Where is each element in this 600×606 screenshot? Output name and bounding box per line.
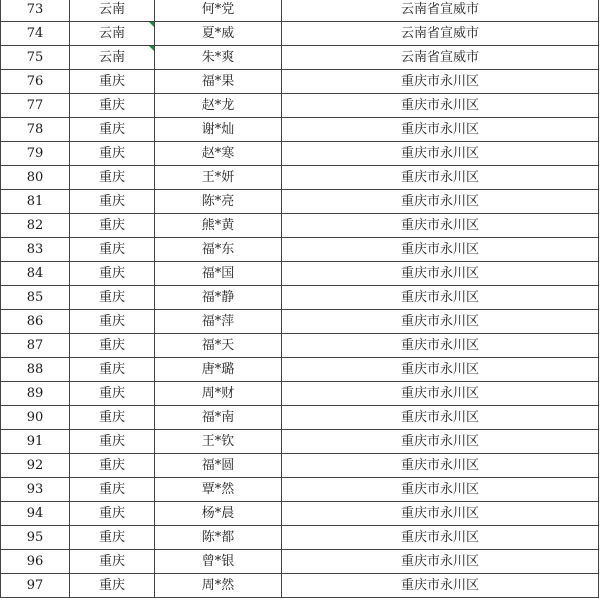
address-cell-text: 重庆市永川区: [400, 146, 479, 161]
province-cell-text: 重庆: [98, 98, 125, 113]
address-cell-text: 重庆市永川区: [400, 218, 479, 233]
table-row: [1, 70, 599, 94]
row-number-cell-text: 77: [26, 98, 44, 113]
table-row: [1, 142, 599, 166]
address-cell[interactable]: [282, 238, 599, 262]
row-number-cell-text: 91: [26, 434, 44, 449]
province-cell[interactable]: [70, 118, 155, 142]
row-number-cell[interactable]: [1, 22, 70, 46]
address-cell-text: 重庆市永川区: [400, 530, 479, 545]
row-number-cell[interactable]: [1, 310, 70, 334]
address-cell[interactable]: [282, 22, 599, 46]
row-number-cell[interactable]: [1, 214, 70, 238]
name-cell[interactable]: [155, 286, 282, 310]
province-cell[interactable]: [70, 238, 155, 262]
table-row: [1, 262, 599, 286]
province-cell-text: 重庆: [98, 506, 125, 521]
table-row: [1, 0, 599, 22]
province-cell-text: 重庆: [98, 410, 125, 425]
row-number-cell[interactable]: [1, 334, 70, 358]
address-cell-text: 重庆市永川区: [400, 314, 479, 329]
table-row: [1, 430, 599, 454]
name-cell-text: 周*然: [201, 578, 235, 593]
province-cell-text: 重庆: [98, 170, 125, 185]
province-cell[interactable]: [70, 166, 155, 190]
address-cell[interactable]: [282, 310, 599, 334]
table-row: [1, 190, 599, 214]
name-cell[interactable]: [155, 334, 282, 358]
name-cell-text: 福*国: [201, 266, 235, 281]
name-cell-text: 赵*龙: [201, 98, 235, 113]
row-number-cell-text: 80: [26, 170, 44, 185]
name-cell[interactable]: [155, 382, 282, 406]
table-row: [1, 118, 599, 142]
name-cell[interactable]: [155, 46, 282, 70]
row-number-cell-text: 78: [26, 122, 44, 137]
province-cell-text: 云南: [98, 2, 125, 17]
row-number-cell[interactable]: [1, 46, 70, 70]
province-cell-text: 重庆: [98, 530, 125, 545]
address-cell[interactable]: [282, 94, 599, 118]
province-cell-text: 云南: [98, 26, 125, 41]
row-number-cell[interactable]: [1, 190, 70, 214]
name-cell-text: 熊*黄: [201, 218, 235, 233]
table-row: [1, 238, 599, 262]
address-cell-text: 重庆市永川区: [400, 362, 479, 377]
row-number-cell[interactable]: [1, 238, 70, 262]
province-cell[interactable]: [70, 478, 155, 502]
name-cell-text: 福*圆: [201, 458, 235, 473]
name-cell-text: 王*妍: [201, 170, 235, 185]
address-cell-text: 重庆市永川区: [400, 170, 479, 185]
province-cell-text: 重庆: [98, 74, 125, 89]
row-number-cell[interactable]: [1, 70, 70, 94]
province-cell-text: 重庆: [98, 554, 125, 569]
province-cell-text: 重庆: [98, 314, 125, 329]
table-row: [1, 166, 599, 190]
table-row: [1, 46, 599, 70]
row-number-cell[interactable]: [1, 166, 70, 190]
table-row: [1, 526, 599, 550]
table-row: [1, 478, 599, 502]
row-number-cell[interactable]: [1, 526, 70, 550]
province-cell-text: 重庆: [98, 218, 125, 233]
address-cell[interactable]: [282, 46, 599, 70]
province-cell[interactable]: [70, 574, 155, 598]
name-cell-text: 谢*灿: [201, 122, 235, 137]
name-cell[interactable]: [155, 526, 282, 550]
row-number-cell-text: 88: [26, 362, 44, 377]
row-number-cell-text: 79: [26, 146, 44, 161]
table-row: [1, 454, 599, 478]
row-number-cell-text: 93: [26, 482, 44, 497]
row-number-cell[interactable]: [1, 118, 70, 142]
name-cell-text: 唐*璐: [201, 362, 235, 377]
table-body: [1, 0, 599, 598]
address-cell[interactable]: [282, 190, 599, 214]
address-cell[interactable]: [282, 214, 599, 238]
table-row: [1, 382, 599, 406]
address-cell[interactable]: [282, 574, 599, 598]
name-cell-text: 杨*晨: [201, 506, 235, 521]
province-cell[interactable]: [70, 550, 155, 574]
name-cell[interactable]: [155, 238, 282, 262]
comment-indicator-icon: [149, 46, 154, 51]
row-number-cell-text: 81: [26, 194, 44, 209]
province-cell-text: 重庆: [98, 458, 125, 473]
row-number-cell-text: 97: [26, 578, 44, 593]
row-number-cell-text: 83: [26, 242, 44, 257]
province-cell[interactable]: [70, 22, 155, 46]
row-number-cell-text: 86: [26, 314, 44, 329]
name-cell-text: 陈*亮: [201, 194, 235, 209]
province-cell[interactable]: [70, 0, 155, 22]
address-cell[interactable]: [282, 166, 599, 190]
province-cell-text: 重庆: [98, 578, 125, 593]
address-cell[interactable]: [282, 382, 599, 406]
address-cell-text: 重庆市永川区: [400, 482, 479, 497]
province-cell[interactable]: [70, 406, 155, 430]
name-cell[interactable]: [155, 454, 282, 478]
address-cell[interactable]: [282, 550, 599, 574]
row-number-cell-text: 74: [26, 26, 44, 41]
address-cell-text: 重庆市永川区: [400, 242, 479, 257]
name-cell-text: 福*萍: [201, 314, 235, 329]
name-cell[interactable]: [155, 0, 282, 22]
address-cell-text: 重庆市永川区: [400, 290, 479, 305]
province-cell[interactable]: [70, 190, 155, 214]
province-cell[interactable]: [70, 286, 155, 310]
address-cell[interactable]: [282, 286, 599, 310]
name-cell[interactable]: [155, 262, 282, 286]
name-cell[interactable]: [155, 70, 282, 94]
province-cell-text: 重庆: [98, 482, 125, 497]
address-cell-text: 重庆市永川区: [400, 194, 479, 209]
row-number-cell[interactable]: [1, 406, 70, 430]
province-cell-text: 重庆: [98, 194, 125, 209]
name-cell[interactable]: [155, 358, 282, 382]
address-cell-text: 重庆市永川区: [400, 266, 479, 281]
name-cell[interactable]: [155, 430, 282, 454]
address-cell[interactable]: [282, 0, 599, 22]
row-number-cell[interactable]: [1, 142, 70, 166]
name-cell[interactable]: [155, 94, 282, 118]
province-cell-text: 重庆: [98, 242, 125, 257]
province-cell[interactable]: [70, 454, 155, 478]
name-cell[interactable]: [155, 190, 282, 214]
row-number-cell[interactable]: [1, 0, 70, 22]
name-cell[interactable]: [155, 502, 282, 526]
name-cell-text: 曾*银: [201, 554, 235, 569]
row-number-cell[interactable]: [1, 358, 70, 382]
name-cell-text: 赵*寒: [201, 146, 235, 161]
province-cell-text: 重庆: [98, 386, 125, 401]
address-cell-text: 云南省宣威市: [400, 50, 479, 65]
name-cell-text: 朱*爽: [201, 50, 235, 65]
table-row: [1, 22, 599, 46]
row-number-cell[interactable]: [1, 382, 70, 406]
address-cell[interactable]: [282, 430, 599, 454]
row-number-cell-text: 96: [26, 554, 44, 569]
row-number-cell-text: 95: [26, 530, 44, 545]
province-cell[interactable]: [70, 262, 155, 286]
province-cell-text: 重庆: [98, 122, 125, 137]
row-number-cell[interactable]: [1, 574, 70, 598]
row-number-cell-text: 87: [26, 338, 44, 353]
address-cell-text: 重庆市永川区: [400, 338, 479, 353]
address-cell[interactable]: [282, 454, 599, 478]
row-number-cell-text: 76: [26, 74, 44, 89]
province-cell-text: 重庆: [98, 338, 125, 353]
row-number-cell-text: 85: [26, 290, 44, 305]
province-cell-text: 重庆: [98, 362, 125, 377]
row-number-cell[interactable]: [1, 502, 70, 526]
province-cell[interactable]: [70, 502, 155, 526]
address-cell[interactable]: [282, 478, 599, 502]
row-number-cell[interactable]: [1, 286, 70, 310]
name-cell-text: 福*天: [201, 338, 235, 353]
address-cell[interactable]: [282, 118, 599, 142]
address-cell-text: 重庆市永川区: [400, 74, 479, 89]
table-row: [1, 310, 599, 334]
province-cell[interactable]: [70, 70, 155, 94]
province-cell-text: 云南: [98, 50, 125, 65]
row-number-cell-text: 73: [26, 2, 44, 17]
address-cell-text: 重庆市永川区: [400, 458, 479, 473]
province-cell-text: 重庆: [98, 266, 125, 281]
row-number-cell[interactable]: [1, 94, 70, 118]
address-cell-text: 云南省宣威市: [400, 2, 479, 17]
address-cell-text: 云南省宣威市: [400, 26, 479, 41]
row-number-cell-text: 89: [26, 386, 44, 401]
address-cell-text: 重庆市永川区: [400, 506, 479, 521]
address-cell[interactable]: [282, 142, 599, 166]
name-cell-text: 福*南: [201, 410, 235, 425]
province-cell[interactable]: [70, 358, 155, 382]
province-cell-text: 重庆: [98, 434, 125, 449]
name-cell-text: 夏*威: [201, 26, 235, 41]
row-number-cell[interactable]: [1, 262, 70, 286]
table-row: [1, 406, 599, 430]
name-cell-text: 福*果: [201, 74, 235, 89]
row-number-cell[interactable]: [1, 454, 70, 478]
name-cell[interactable]: [155, 478, 282, 502]
address-cell[interactable]: [282, 526, 599, 550]
row-number-cell-text: 92: [26, 458, 44, 473]
address-cell-text: 重庆市永川区: [400, 434, 479, 449]
name-cell[interactable]: [155, 142, 282, 166]
name-cell[interactable]: [155, 574, 282, 598]
province-cell-text: 重庆: [98, 146, 125, 161]
province-cell[interactable]: [70, 430, 155, 454]
name-cell-text: 周*财: [201, 386, 235, 401]
province-cell[interactable]: [70, 382, 155, 406]
row-number-cell[interactable]: [1, 430, 70, 454]
table-row: [1, 574, 599, 598]
address-cell[interactable]: [282, 406, 599, 430]
name-cell-text: 福*东: [201, 242, 235, 257]
table-row: [1, 334, 599, 358]
province-cell-text: 重庆: [98, 290, 125, 305]
province-cell[interactable]: [70, 214, 155, 238]
name-cell[interactable]: [155, 310, 282, 334]
name-cell-text: 福*静: [201, 290, 235, 305]
name-cell-text: 陈*都: [201, 530, 235, 545]
address-cell-text: 重庆市永川区: [400, 578, 479, 593]
name-cell[interactable]: [155, 406, 282, 430]
province-cell[interactable]: [70, 142, 155, 166]
name-cell-text: 何*党: [201, 2, 235, 17]
row-number-cell[interactable]: [1, 478, 70, 502]
address-cell-text: 重庆市永川区: [400, 98, 479, 113]
province-cell[interactable]: [70, 310, 155, 334]
address-cell[interactable]: [282, 334, 599, 358]
name-cell[interactable]: [155, 166, 282, 190]
address-cell[interactable]: [282, 358, 599, 382]
address-cell-text: 重庆市永川区: [400, 122, 479, 137]
table-row: [1, 358, 599, 382]
row-number-cell[interactable]: [1, 550, 70, 574]
address-cell[interactable]: [282, 70, 599, 94]
row-number-cell-text: 84: [26, 266, 44, 281]
address-cell[interactable]: [282, 262, 599, 286]
comment-indicator-icon: [149, 22, 154, 27]
name-cell[interactable]: [155, 22, 282, 46]
row-number-cell-text: 75: [26, 50, 44, 65]
province-cell[interactable]: [70, 334, 155, 358]
address-cell-text: 重庆市永川区: [400, 410, 479, 425]
province-cell[interactable]: [70, 526, 155, 550]
province-cell[interactable]: [70, 46, 155, 70]
row-number-cell-text: 90: [26, 410, 44, 425]
table-row: [1, 286, 599, 310]
table-row: [1, 550, 599, 574]
name-cell-text: 覃*然: [201, 482, 235, 497]
row-number-cell-text: 94: [26, 506, 44, 521]
row-number-cell-text: 82: [26, 218, 44, 233]
address-cell-text: 重庆市永川区: [400, 386, 479, 401]
address-cell-text: 重庆市永川区: [400, 554, 479, 569]
name-cell[interactable]: [155, 550, 282, 574]
table-row: [1, 94, 599, 118]
province-cell[interactable]: [70, 94, 155, 118]
table-row: [1, 214, 599, 238]
address-cell[interactable]: [282, 502, 599, 526]
name-cell[interactable]: [155, 214, 282, 238]
table-row: [1, 502, 599, 526]
name-cell[interactable]: [155, 118, 282, 142]
name-cell-text: 王*钦: [201, 434, 235, 449]
